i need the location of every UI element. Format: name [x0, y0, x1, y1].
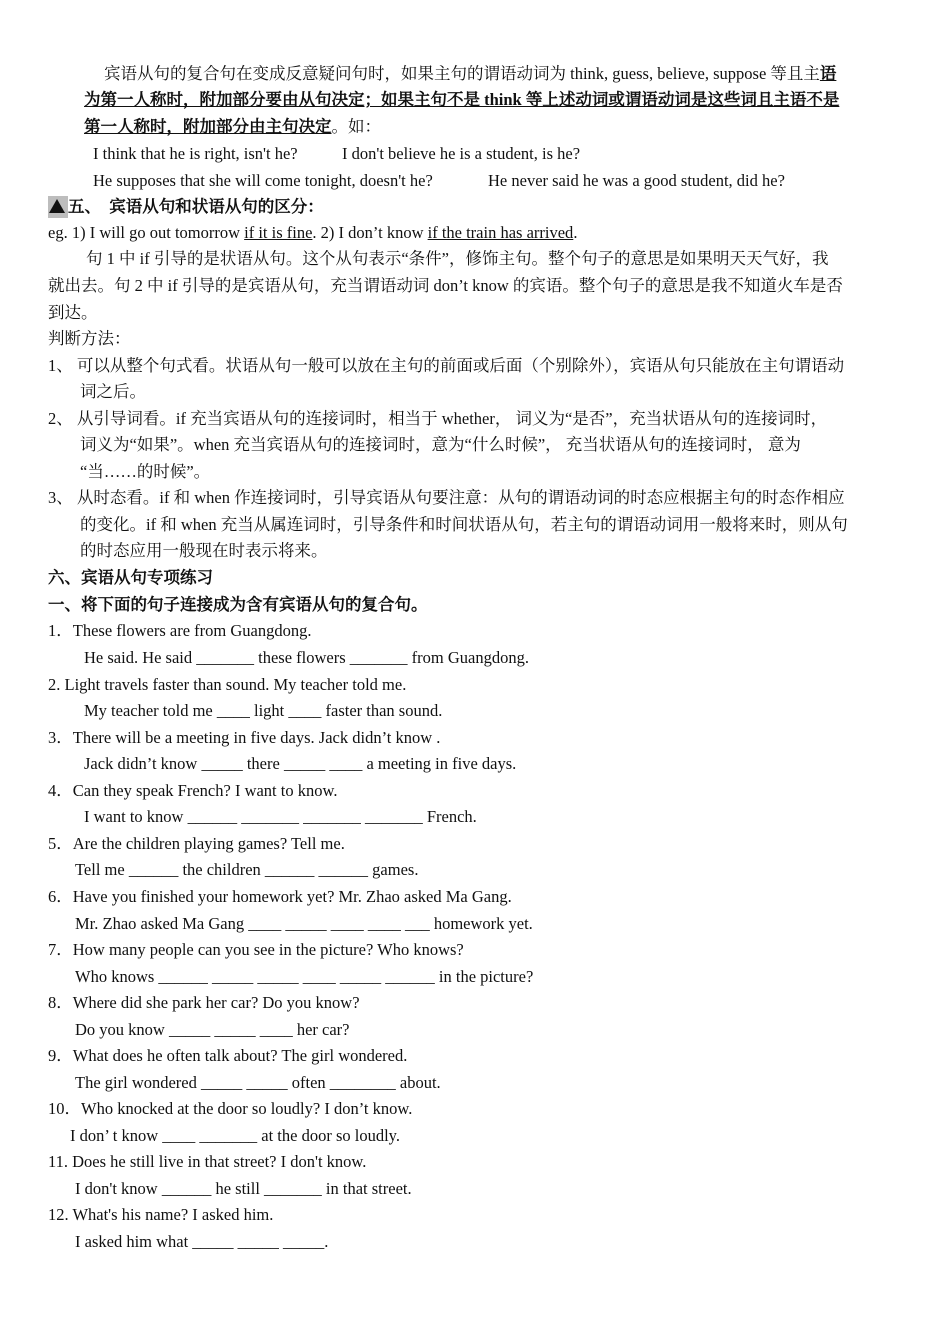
- eg-underlined: if it is fine: [244, 223, 313, 242]
- method-item-cont: “当……的时候”。: [80, 462, 211, 481]
- eg-underlined: if the train has arrived: [427, 223, 574, 242]
- example-sentence: I don't believe he is a student, is he?: [342, 144, 581, 163]
- exercise-question: 10．Who knocked at the door so loudly? I don’t know.: [48, 1099, 413, 1118]
- intro-text: 宾语从句的复合句在变成反意疑问句时，如果主句的谓语动词为 think, guess, believe, suppose 等且主: [104, 64, 820, 83]
- exercise-question: 8．Where did she park her car? Do you know?: [48, 993, 360, 1012]
- exercise-instruction: 一、将下面的句子连接成为含有宾语从句的复合句。: [48, 595, 428, 614]
- explanation-line: 句 1 中 if 引导的是状语从句。这个从句表示“条件”，修饰主句。整个句子的意思是如果明天天气好，我: [86, 249, 829, 268]
- example-sentence: He never said he was a good student, did he?: [488, 171, 785, 190]
- exercise-answer: Mr. Zhao asked Ma Gang ____ _____ ____ ____ ___ homework yet.: [75, 914, 533, 933]
- exercise-question: 9．What does he often talk about? The girl wondered.: [48, 1046, 408, 1065]
- exercise-question: 11. Does he still live in that street? I don't know.: [48, 1152, 367, 1171]
- intro-line-3: [84, 116, 381, 138]
- method-item: 2、 从引导词看。if 充当宾语从句的连接词时，相当于 whether， 词义为“是否”，充当状语从句的连接词时，: [48, 409, 828, 428]
- method-item: 1、 可以从整个句式看。状语从句一般可以放在主句的前面或后面（个别除外），宾语从句只能放在主句谓语动: [48, 356, 845, 375]
- exercise-question: 12. What's his name? I asked him.: [48, 1205, 274, 1224]
- eg-text: eg. 1) I will go out tomorrow: [48, 223, 245, 242]
- exercise-answer: Tell me ______ the children ______ ______ games.: [75, 860, 419, 879]
- exercise-question: 5．Are the children playing games? Tell me.: [48, 834, 345, 853]
- exercise-answer: Do you know _____ _____ ____ her car?: [75, 1020, 350, 1039]
- example-sentence: He supposes that she will come tonight, doesn't he?: [93, 171, 433, 190]
- method-label: 判断方法：: [48, 329, 131, 348]
- intro-emphasis: 第一人称时，附加部分由主句决定: [84, 117, 332, 136]
- method-item-cont: 词之后。: [80, 382, 146, 401]
- exercise-question: 6．Have you finished your homework yet? Mr. Zhao asked Ma Gang.: [48, 887, 512, 906]
- explanation-line: 到达。: [48, 303, 98, 322]
- exercise-answer: I don't know ______ he still _______ in that street.: [75, 1179, 412, 1198]
- exercise-answer: I don’ t know ____ _______ at the door so loudly.: [70, 1126, 400, 1145]
- intro-line-1: [104, 63, 836, 85]
- exercise-question: 3．There will be a meeting in five days. Jack didn’t know .: [48, 728, 441, 747]
- eg-text: . 2) I don’t know: [312, 223, 428, 242]
- section-5-title: 五、 宾语从句和状语从句的区分：: [68, 197, 324, 216]
- explanation-line: 就出去。句 2 中 if 引导的是宾语从句，充当谓语动词 don’t know 的宾语。整个句子的意思是我不知道火车是否: [48, 276, 843, 295]
- intro-line-2: 为第一人称时，附加部分要由从句决定；如果主句不是 think 等上述动词或谓语动词是这些词且主语不是: [84, 90, 840, 109]
- exercise-question: 1．These flowers are from Guangdong.: [48, 621, 312, 640]
- exercise-question: 7．How many people can you see in the picture? Who knows?: [48, 940, 464, 959]
- exercise-answer: The girl wondered _____ _____ often ________ about.: [75, 1073, 441, 1092]
- eg-line: [48, 222, 577, 244]
- exercise-answer: Jack didn’t know _____ there _____ ____ a meeting in five days.: [84, 754, 517, 773]
- method-item: 3、 从时态看。if 和 when 作连接词时，引导宾语从句要注意：从句的谓语动词的时态应根据主句的时态作相应: [48, 488, 845, 507]
- exercise-question: 4．Can they speak French? I want to know.: [48, 781, 338, 800]
- intro-text: 。如：: [331, 117, 381, 136]
- triangle-icon: [48, 196, 68, 218]
- eg-text: .: [573, 223, 578, 242]
- method-item-cont: 的变化。if 和 when 充当从属连词时，引导条件和时间状语从句，若主句的谓语动词用一般将来时，则从句: [80, 515, 848, 534]
- exercise-answer: He said. He said _______ these flowers _______ from Guangdong.: [84, 648, 529, 667]
- method-item-cont: 词义为“如果”。when 充当宾语从句的连接词时，意为“什么时候”， 充当状语从句的连接词时， 意为: [80, 435, 801, 454]
- exercise-answer: I asked him what _____ _____ _____.: [75, 1232, 329, 1251]
- exercise-answer: Who knows ______ _____ _____ ____ _____ ______ in the picture?: [75, 967, 534, 986]
- section-6-heading: 六、宾语从句专项练习: [48, 568, 213, 587]
- exercise-answer: My teacher told me ____ light ____ faster than sound.: [84, 701, 443, 720]
- exercise-answer: I want to know ______ _______ _______ _______ French.: [84, 807, 477, 826]
- intro-emphasis: 语: [819, 64, 837, 83]
- section-5-heading: [48, 196, 324, 218]
- example-sentence: I think that he is right, isn't he?: [93, 144, 298, 163]
- exercise-question: 2. Light travels faster than sound. My teacher told me.: [48, 675, 407, 694]
- method-item-cont: 的时态应用一般现在时表示将来。: [80, 541, 328, 560]
